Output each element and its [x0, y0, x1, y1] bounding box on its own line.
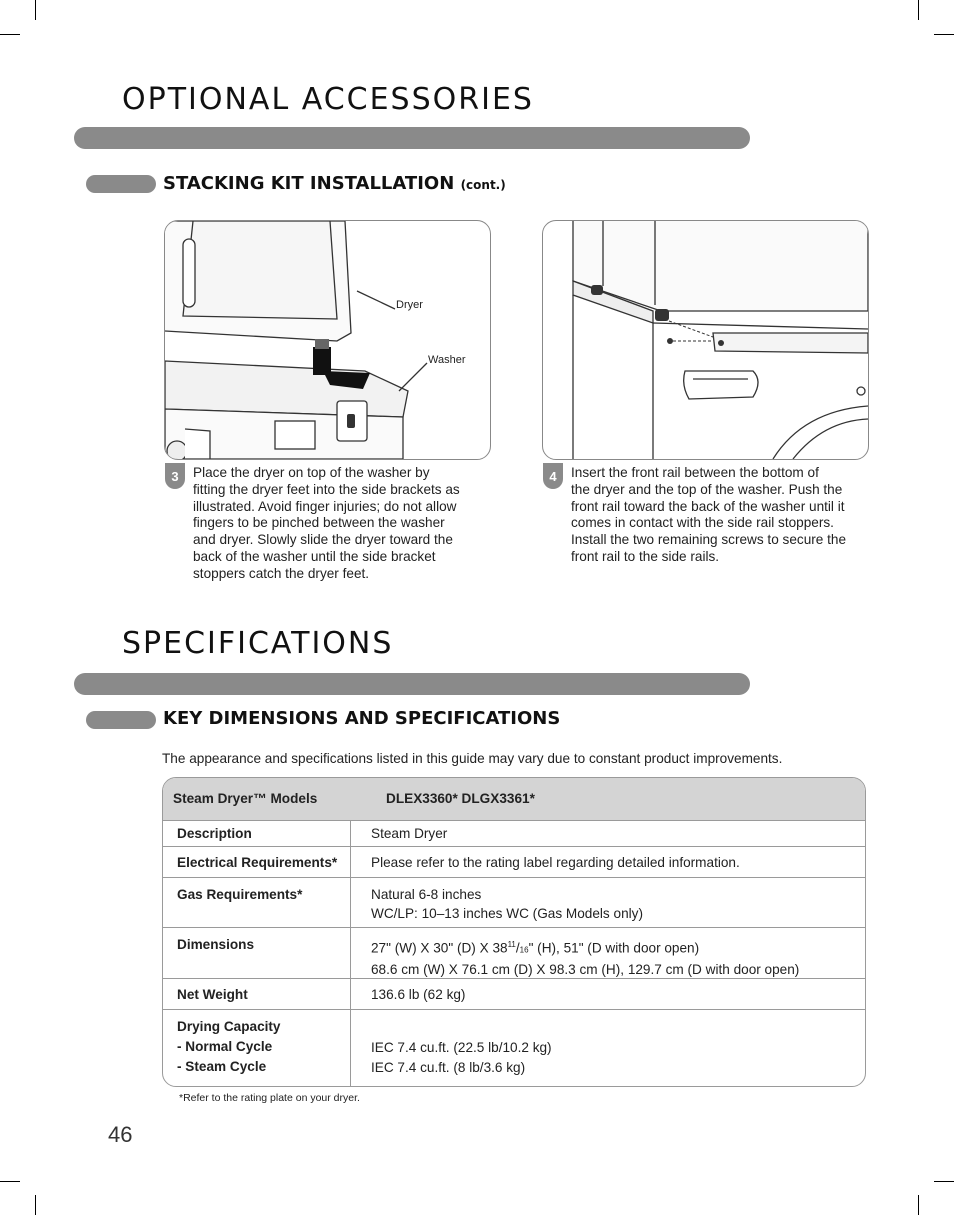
step-4-line: the dryer and the top of the washer. Push the [571, 481, 843, 497]
step-4-text [571, 465, 846, 566]
step-4-line: front rail toward the back of the washer until it [571, 498, 845, 514]
dim-fraction-den: 16 [519, 945, 529, 955]
row-value: Steam Dryer [371, 826, 448, 841]
illustration-front-rail [543, 221, 868, 459]
row-value: Please refer to the rating label regarding detailed information. [371, 855, 740, 870]
column-separator [350, 878, 351, 927]
page-number: 46 [108, 1122, 133, 1147]
row-value: 136.6 lb (62 kg) [371, 987, 466, 1002]
step-3-line: fitting the dryer feet into the side brackets as [193, 481, 460, 497]
crop-mark [934, 1181, 954, 1182]
table-row [163, 1010, 865, 1087]
crop-mark [35, 0, 36, 20]
title-divider-bar [74, 673, 750, 695]
capacity-label: - Steam Cycle [177, 1059, 267, 1074]
row-value-line: WC/LP: 10–13 inches WC (Gas Models only) [371, 906, 643, 921]
step-3-text [193, 465, 460, 583]
section-pill [86, 175, 156, 193]
row-label [177, 1017, 281, 1077]
step-4-line: comes in contact with the side rail stoppers. [571, 515, 834, 531]
crop-mark [35, 1195, 36, 1215]
column-separator [350, 979, 351, 1009]
section-heading-text: STACKING KIT INSTALLATION [163, 173, 455, 194]
header-models: DLEX3360* DLGX3361* [386, 791, 535, 806]
step-4-line: Insert the front rail between the bottom of [571, 465, 819, 480]
crop-mark [918, 0, 919, 20]
page-title-accessories: OPTIONAL ACCESSORIES [122, 82, 534, 117]
table-row [163, 821, 865, 847]
illustration-dryer-on-washer [165, 221, 490, 459]
row-label: Electrical Requirements* [177, 855, 338, 870]
step-3-line: Place the dryer on top of the washer by [193, 465, 430, 480]
step-3-line: illustrated. Avoid finger injuries; do not allow [193, 498, 457, 514]
table-row [163, 979, 865, 1010]
step-4-line: front rail to the side rails. [571, 548, 720, 564]
row-label: Description [177, 826, 252, 841]
capacity-label: - Normal Cycle [177, 1039, 273, 1054]
footnote: *Refer to the rating plate on your dryer. [179, 1092, 360, 1104]
row-value [371, 885, 643, 923]
dim-fraction-slash: / [515, 940, 520, 956]
step-3-line: stoppers catch the dryer feet. [193, 565, 370, 581]
dim-text: 27" (W) X 30" (D) X 38 [371, 940, 508, 956]
row-value-line: 68.6 cm (W) X 76.1 cm (D) X 98.3 cm (H), 129.7 cm (D with door open) [371, 961, 800, 977]
table-row [163, 928, 865, 979]
capacity-value: IEC 7.4 cu.ft. (8 lb/3.6 kg) [371, 1060, 526, 1075]
table-row [163, 878, 865, 928]
step-3-line: fingers to be pinched between the washer [193, 515, 445, 531]
row-value [371, 935, 799, 979]
row-label: Net Weight [177, 987, 248, 1002]
dim-fraction-num: 11 [507, 940, 516, 949]
figure-front-rail [542, 220, 869, 460]
column-separator [350, 821, 351, 846]
figure-dryer-on-washer [164, 220, 491, 460]
capacity-value: IEC 7.4 cu.ft. (22.5 lb/10.2 kg) [371, 1040, 552, 1055]
section-pill [86, 711, 156, 729]
spec-table [162, 777, 866, 1087]
row-value-line: Natural 6-8 inches [371, 887, 482, 902]
spec-table-header [163, 778, 865, 821]
page-title-specifications: SPECIFICATIONS [122, 626, 394, 661]
step-3-line: and dryer. Slowly slide the dryer toward the [193, 532, 453, 548]
callout-washer: Washer [428, 354, 466, 366]
row-value [371, 1038, 552, 1078]
row-value-line [371, 935, 799, 960]
section-heading-suffix: (cont.) [460, 178, 506, 192]
step-3-line: back of the washer until the side bracket [193, 548, 436, 564]
capacity-label: Drying Capacity [177, 1019, 281, 1034]
crop-mark [0, 34, 20, 35]
intro-note: The appearance and specifications listed in this guide may vary due to constant product improvements. [162, 751, 783, 766]
column-separator [350, 847, 351, 877]
header-label: Steam Dryer™ Models [173, 791, 318, 806]
column-separator [350, 1010, 351, 1087]
row-label: Gas Requirements* [177, 887, 303, 902]
table-row [163, 847, 865, 878]
column-separator [350, 928, 351, 978]
title-divider-bar [74, 127, 750, 149]
section-heading-stacking-kit [163, 173, 506, 194]
crop-mark [0, 1181, 20, 1182]
step-4-badge: 4 [543, 463, 563, 489]
dim-text: " (H), 51" (D with door open) [528, 940, 700, 956]
step-4-line: Install the two remaining screws to secure the [571, 532, 847, 548]
callout-dryer: Dryer [396, 299, 423, 311]
section-heading-key-dimensions: KEY DIMENSIONS AND SPECIFICATIONS [163, 708, 561, 729]
crop-mark [934, 34, 954, 35]
crop-mark [918, 1195, 919, 1215]
row-label: Dimensions [177, 937, 255, 952]
step-3-badge: 3 [165, 463, 185, 489]
